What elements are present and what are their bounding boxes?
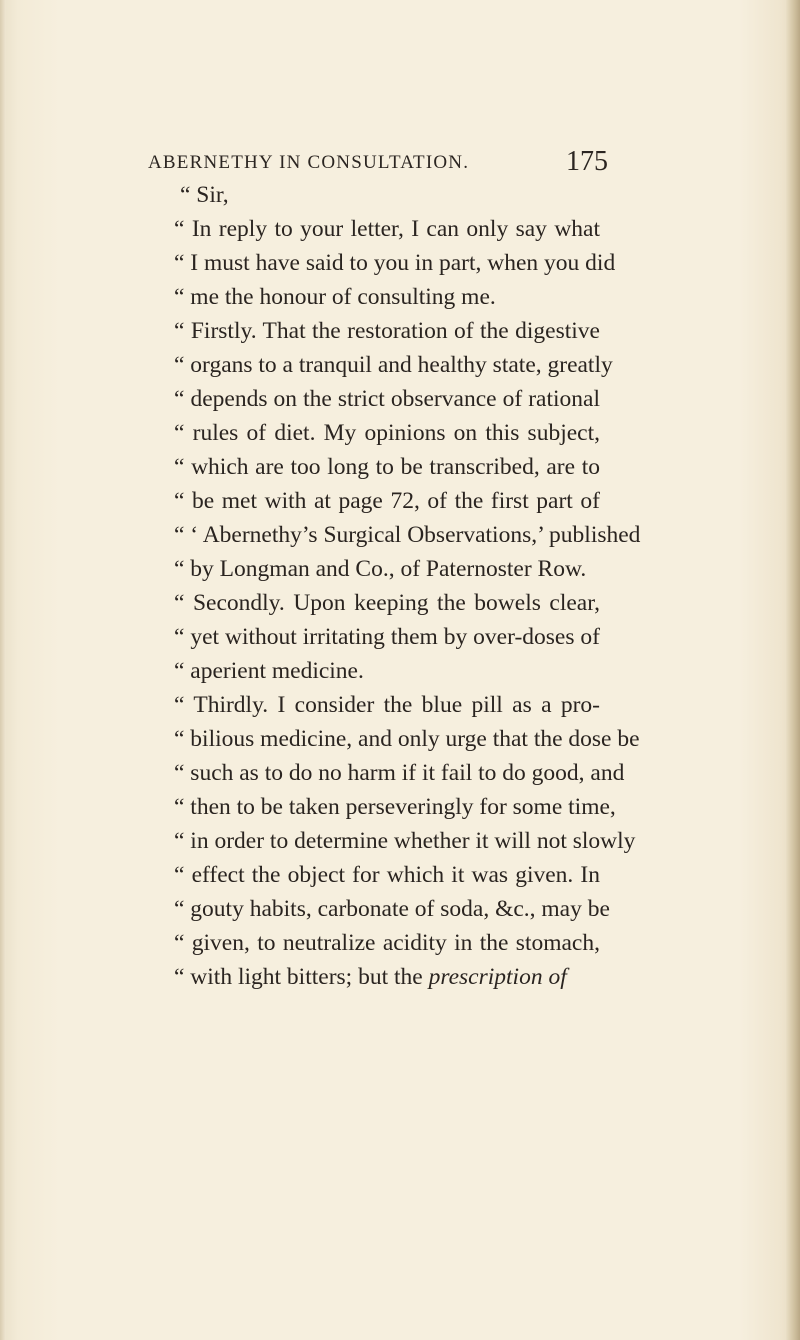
- text-line: “ effect the object for which it was given. In: [174, 862, 600, 888]
- text-line-last: [174, 960, 567, 994]
- text-line: “ me the honour of consulting me.: [174, 284, 496, 310]
- text-line: “ Secondly. Upon keeping the bowels clear,: [174, 590, 600, 616]
- text-line: “ rules of diet. My opinions on this subject,: [174, 420, 600, 446]
- text-line: “ In reply to your letter, I can only say what: [174, 216, 600, 242]
- text-line: “ given, to neutralize acidity in the stomach,: [174, 930, 600, 956]
- text-line-last-start: “ with light bitters; but the: [174, 964, 429, 990]
- text-line: “ Sir,: [180, 182, 229, 208]
- running-head: ABERNETHY IN CONSULTATION.: [148, 152, 470, 173]
- text-line: “ gouty habits, carbonate of soda, &c., may be: [174, 896, 610, 922]
- text-line: “ Thirdly. I consider the blue pill as a pro-: [174, 692, 600, 718]
- text-line: “ be met with at page 72, of the first part of: [174, 488, 600, 514]
- text-line: “ aperient medicine.: [174, 658, 364, 684]
- page-right-edge: [786, 0, 800, 1340]
- text-line: “ ‘ Abernethy’s Surgical Observations,’ published: [174, 522, 641, 548]
- text-line-last-italic: prescription of: [428, 964, 567, 990]
- text-line: “ depends on the strict observance of rational: [174, 386, 600, 412]
- text-line: “ yet without irritating them by over-doses of: [174, 624, 600, 650]
- text-line: “ bilious medicine, and only urge that the dose be: [174, 726, 640, 752]
- text-line: “ such as to do no harm if it fail to do good, and: [174, 760, 625, 786]
- text-line: “ organs to a tranquil and healthy state, greatly: [174, 352, 613, 378]
- page-number: 175: [566, 146, 608, 177]
- page-left-edge: [0, 0, 6, 1340]
- text-line: “ in order to determine whether it will not slowly: [174, 828, 636, 854]
- text-line: “ by Longman and Co., of Paternoster Row.: [174, 556, 587, 582]
- text-line: “ then to be taken perseveringly for some time,: [174, 794, 616, 820]
- text-line: “ Firstly. That the restoration of the digestive: [174, 318, 600, 344]
- text-line: “ which are too long to be transcribed, are to: [174, 454, 600, 480]
- text-line: “ I must have said to you in part, when you did: [174, 250, 616, 276]
